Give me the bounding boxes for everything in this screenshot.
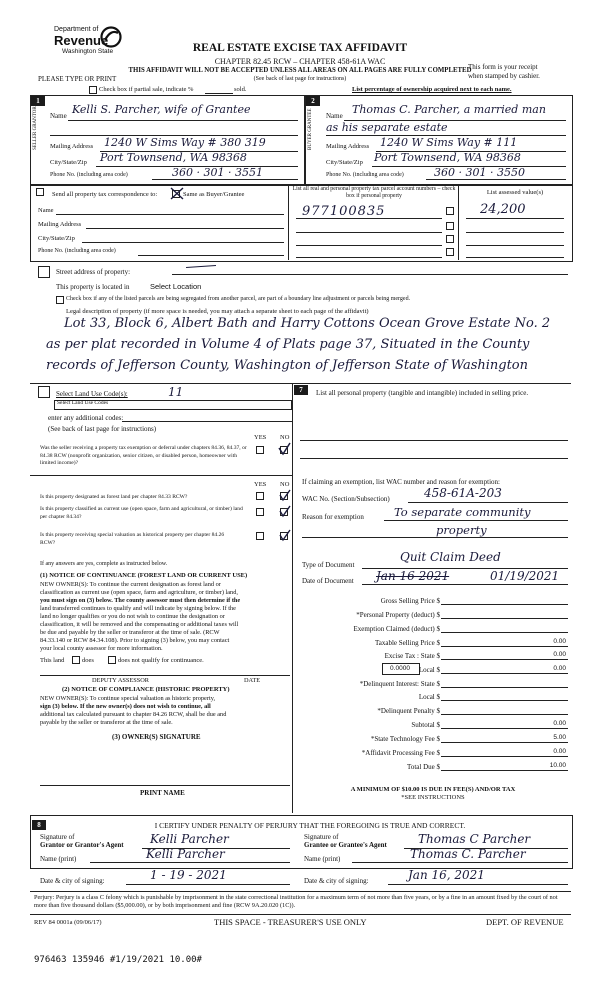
- assessed-header: List assessed value(s): [486, 189, 544, 196]
- reason-label: Reason for exemption: [302, 513, 364, 521]
- grantor-sig-label-2: Grantor or Grantor's Agent: [40, 841, 124, 849]
- form-title: REAL ESTATE EXCISE TAX AFFIDAVIT: [192, 42, 408, 54]
- buyer-mailing-value[interactable]: 1240 W Sims Way # 111: [380, 136, 518, 149]
- total-due-label: Total Due $: [407, 763, 440, 771]
- located-select[interactable]: Select Location: [150, 282, 202, 291]
- corr-mailing-label: Mailing Address: [38, 221, 82, 228]
- additional-codes-label: enter any additional codes:: [48, 414, 124, 422]
- owner-signature-label: (3) OWNER(S) SIGNATURE: [112, 733, 201, 741]
- historic-title: (2) NOTICE OF COMPLIANCE (HISTORIC PROPERTY): [62, 686, 230, 693]
- partial-sale-checkbox[interactable]: [89, 86, 97, 94]
- buyer-name-value-2[interactable]: as his separate estate: [326, 121, 448, 134]
- print-note: PLEASE TYPE OR PRINT: [38, 75, 117, 83]
- use-q1-yes-checkbox[interactable]: [256, 446, 264, 454]
- partial-sale-label: Check box if partial sale, indicate %: [99, 86, 194, 93]
- corr-icon-box: [36, 188, 44, 196]
- certify-text: I CERTIFY UNDER PENALTY OF PERJURY THAT THE FOREGOING IS TRUE AND CORRECT.: [154, 821, 466, 830]
- minimum-due-note: A MINIMUM OF $10.00 IS DUE IN FEE(S) AND/OR TAX: [350, 786, 516, 793]
- buyer-mailing-label: Mailing Address: [326, 143, 370, 150]
- dept-revenue: DEPT. OF REVENUE: [486, 917, 564, 927]
- forest-q2-yes-checkbox[interactable]: [256, 508, 264, 516]
- affidavit-fee-value[interactable]: 0.00: [553, 748, 566, 755]
- use-yes-header: YES: [254, 434, 267, 441]
- treasurer-use: THIS SPACE - TREASURER'S USE ONLY: [214, 917, 367, 927]
- dept-line2: Revenue: [54, 33, 109, 48]
- same-as-buyer-check-mark-icon: [170, 187, 184, 200]
- excise-state-value[interactable]: 0.00: [553, 651, 566, 658]
- forest-q1-no-check-icon: [278, 489, 291, 502]
- buyer-city-value[interactable]: Port Townsend, WA 98368: [374, 151, 521, 164]
- exemption-deduct-label: Exemption Claimed (deduct) $: [353, 625, 440, 633]
- grantor-date-label: Date & city of signing:: [40, 877, 105, 885]
- seller-phone-label: Phone No. (including area code): [50, 172, 128, 178]
- seller-mailing-value[interactable]: 1240 W Sims Way # 380 319: [104, 136, 266, 149]
- forest-q3-yes-checkbox[interactable]: [256, 532, 264, 540]
- total-due-value[interactable]: 10.00: [549, 762, 566, 769]
- delinq-penalty-label: *Delinquent Penalty $: [377, 707, 440, 715]
- this-land-label: This land: [40, 657, 65, 664]
- forest-q1: Is this property designated as forest land per chapter 84.33 RCW?: [40, 494, 188, 500]
- wac-value[interactable]: 458-61A-203: [424, 486, 502, 500]
- deputy-assessor-label: DEPUTY ASSESSOR: [92, 677, 149, 684]
- land-does-label: does: [82, 657, 94, 664]
- grantor-sig-label-1: Signature of: [40, 833, 75, 841]
- use-exemption-question: Was the seller receiving a property tax exemption or deferral under chapters 84.36, 84.37, or 84.38 RCW (nonprofit organization, senior citizen, or disabled person, homeowner with limited income)?: [40, 445, 247, 466]
- forest-q2-no-check-icon: [278, 505, 291, 518]
- grantee-name-print[interactable]: Thomas C. Parcher: [410, 847, 526, 861]
- print-name-label: PRINT NAME: [140, 789, 185, 797]
- forest-yes-header: YES: [254, 481, 267, 488]
- perjury-note: Perjury: Perjury is a class C felony which is punishable by imprisonment in the state correctional institution for a maximum term of not more than five years, or by a fine in an amount fixed by the court of not more than five thousand dollars ($5,000.00), or by both imprisonment and fine (RCW 9A.20.020 (1C)).: [34, 894, 558, 909]
- personal-property-text: List all personal property (tangible and intangible) included in selling price.: [316, 389, 529, 397]
- buyer-city-label: City/State/Zip: [326, 159, 363, 166]
- reason-value-2[interactable]: property: [436, 523, 487, 537]
- parcel-2-personal-checkbox[interactable]: [446, 222, 454, 230]
- grantor-signature[interactable]: Kelli Parcher: [150, 832, 229, 846]
- grantee-date-label: Date & city of signing:: [304, 877, 369, 885]
- wac-label: WAC No. (Section/Subsection): [302, 495, 390, 503]
- grantee-date-value[interactable]: Jan 16, 2021: [408, 868, 485, 882]
- section-3-box: [38, 266, 50, 278]
- section-1-number: 1: [31, 96, 45, 106]
- parcel-number-value[interactable]: 977100835: [302, 204, 386, 219]
- notice-p6: classification, it will be removed and the compensating or additional taxes will: [40, 621, 239, 628]
- form-number: REV 84 0001a (09/06/17): [34, 919, 102, 926]
- gross-selling-label: Gross Selling Price $: [380, 597, 440, 605]
- historic-p4: payable by the seller or transferor at the time of sale.: [40, 719, 173, 726]
- located-label: This property is located in: [56, 283, 130, 291]
- grantor-name-print[interactable]: Kelli Parcher: [146, 847, 225, 861]
- partial-sale-sold: sold.: [234, 86, 247, 93]
- legal-desc-line-2[interactable]: as per plat recorded in Volume 4 of Plats page 37, Situated in the County: [46, 337, 530, 352]
- type-document-value[interactable]: Quit Claim Deed: [400, 550, 501, 564]
- historic-p1: NEW OWNER(S): To continue special valuation as historic property,: [40, 695, 216, 702]
- dept-line3: Washington State: [62, 48, 114, 55]
- parcel-1-personal-checkbox[interactable]: [446, 207, 454, 215]
- tech-fee-label: *State Technology Fee $: [370, 735, 440, 743]
- dor-logo: [52, 26, 132, 70]
- notice-p8: 84.33.140 or RCW 84.34.108). Prior to signing (3) below, you may contact: [40, 637, 230, 644]
- local-tax-value[interactable]: 0.00: [553, 665, 566, 672]
- notice-p2: classification as current use (open space, farm and agriculture, or timber) land,: [40, 589, 238, 596]
- parcel-4-personal-checkbox[interactable]: [446, 248, 454, 256]
- land-use-value[interactable]: 11: [168, 385, 184, 399]
- grantee-name-print-label: Name (print): [304, 855, 341, 863]
- legal-desc-line-3[interactable]: records of Jefferson County, Washington of Jefferson State of Washington: [46, 358, 529, 373]
- segregated-checkbox[interactable]: [56, 296, 64, 304]
- use-codes-see-back: (See back of last page for instructions): [48, 425, 157, 433]
- notice-p5: land no longer qualifies or you do not wish to continue the designation or: [40, 613, 225, 620]
- seller-city-value[interactable]: Port Townsend, WA 98368: [100, 151, 247, 164]
- seller-name-label: Name: [50, 112, 67, 120]
- assessed-value[interactable]: 24,200: [480, 202, 526, 217]
- grantee-sig-label-1: Signature of: [304, 833, 339, 841]
- forest-no-header: NO: [280, 481, 290, 488]
- deputy-date-label: DATE: [244, 677, 261, 684]
- see-back-note: (See back of last page for instructions): [253, 76, 347, 82]
- buyer-name-value[interactable]: Thomas C. Parcher, a married man: [352, 103, 546, 116]
- taxable-price-value[interactable]: 0.00: [553, 638, 566, 645]
- legal-desc-label: Legal description of property (if more space is needed, you may attach a separate sheet to each page of the affidavit): [66, 308, 369, 315]
- land-does-not-checkbox[interactable]: [108, 656, 116, 664]
- buyer-phone-value[interactable]: 360 · 301 · 3550: [434, 166, 525, 179]
- section-7-number: 7: [294, 385, 308, 395]
- seller-side-label: SELLER GRANTOR: [33, 106, 38, 150]
- buyer-side-label: BUYER GRANTEE: [308, 108, 313, 150]
- notice-p7: be due and payable by the seller or transferor at the time of sale. (RCW: [40, 629, 220, 636]
- dept-line1: Department of: [54, 26, 99, 33]
- seller-mailing-label: Mailing Address: [50, 143, 94, 150]
- dor-swoosh-icon: [100, 26, 122, 48]
- street-address-dash: [186, 265, 216, 268]
- delinq-int-label: *Delinquent Interest: State $: [359, 680, 440, 688]
- legal-desc-line-1[interactable]: Lot 33, Block 6, Albert Bath and Harry Cottons Ocean Grove Estate No. 2: [64, 316, 551, 331]
- correspondence-send-label: Send all property tax correspondence to:: [52, 191, 158, 198]
- use-no-header: NO: [280, 434, 290, 441]
- receipt-note-1: This form is your receipt: [468, 63, 538, 71]
- seller-name-value[interactable]: Kelli S. Parcher, wife of Grantee: [72, 103, 251, 116]
- forest-q3: Is this property receiving special valuation as historical property per chapter 84.26 RCW?: [40, 532, 225, 546]
- taxable-price-label: Taxable Selling Price $: [374, 639, 440, 647]
- historic-p2: sign (3) below. If the new owner(s) does not wish to continue, all: [40, 703, 211, 710]
- same-as-buyer-label: Same as Buyer/Grantee: [183, 191, 245, 198]
- use-q1-no-check-icon: [277, 442, 291, 456]
- subtotal-value[interactable]: 0.00: [553, 720, 566, 727]
- street-address-label: Street address of property:: [56, 268, 131, 276]
- affidavit-fee-label: *Affidavit Processing Fee $: [361, 749, 440, 757]
- exemption-label: If claiming an exemption, list WAC number and reason for exemption:: [302, 478, 500, 486]
- reason-value-1[interactable]: To separate community: [394, 505, 531, 519]
- notice-p4: land transferred continues to qualify and will indicate by signing below. If the: [40, 605, 236, 612]
- buyer-name-label: Name: [326, 112, 343, 120]
- historic-p3: additional tax calculated pursuant to chapter 84.26 RCW, shall be due and: [40, 711, 227, 718]
- local-rate-value: 0.0000: [390, 665, 410, 672]
- forest-q2: Is this property classified as current use (open space, farm and agricultural, or timber) land per chapter 84.34?: [40, 506, 243, 520]
- not-accepted-note: THIS AFFIDAVIT WILL NOT BE ACCEPTED UNLESS ALL AREAS ON ALL PAGES ARE FULLY COMPLETED: [128, 67, 472, 74]
- buyer-phone-label: Phone No. (including area code): [326, 172, 404, 178]
- delinq-local-label: Local $: [418, 693, 440, 701]
- grantor-date-value[interactable]: 1 - 19 - 2021: [150, 868, 227, 882]
- section-2-number: 2: [306, 96, 320, 106]
- grantee-signature[interactable]: Thomas C Parcher: [418, 832, 531, 846]
- corr-city-label: City/State/Zip: [38, 235, 75, 242]
- forest-q3-no-check-icon: [278, 529, 291, 542]
- subtotal-label: Subtotal $: [411, 721, 440, 729]
- forest-q1-yes-checkbox[interactable]: [256, 492, 264, 500]
- section-8-number: 8: [32, 820, 46, 830]
- notice-p9: your local county assessor for more information.: [40, 645, 163, 652]
- date-document-label: Date of Document: [302, 577, 354, 585]
- land-use-select-label: Select Land Use Codes: [57, 400, 109, 406]
- excise-state-label: Excise Tax : State $: [384, 652, 440, 660]
- ownership-pct-note: List percentage of ownership acquired next to each name.: [352, 86, 512, 93]
- land-does-checkbox[interactable]: [72, 656, 80, 664]
- cashier-stamp: 976463 135946 #1/19/2021 10.00#: [34, 955, 202, 965]
- tech-fee-value[interactable]: 5.00: [553, 734, 566, 741]
- notice-continuance-title: (1) NOTICE OF CONTINUANCE (FOREST LAND OR CURRENT USE): [40, 572, 248, 579]
- seller-city-label: City/State/Zip: [50, 159, 87, 166]
- grantor-name-print-label: Name (print): [40, 855, 77, 863]
- segregated-label: Check box if any of the listed parcels are being segregated from another parcel, are part of a boundary line adjustment or parcels being merged.: [66, 296, 411, 302]
- corr-phone-label: Phone No. (including area code): [38, 248, 116, 254]
- land-does-not-label: does not qualify for continuance.: [118, 657, 204, 664]
- if-yes-note: If any answers are yes, complete as instructed below.: [40, 561, 168, 567]
- date-document-value[interactable]: 01/19/2021: [490, 569, 560, 583]
- type-document-label: Type of Document: [302, 561, 355, 569]
- seller-phone-value[interactable]: 360 · 301 · 3551: [172, 166, 263, 179]
- land-use-label: Select Land Use Code(s):: [56, 390, 128, 398]
- parcel-header: List all real and personal property tax parcel account numbers – check box if personal property: [292, 186, 456, 199]
- parcel-3-personal-checkbox[interactable]: [446, 235, 454, 243]
- date-document-struck[interactable]: Jan 16 2021: [376, 569, 450, 583]
- receipt-note-2: when stamped by cashier.: [468, 72, 540, 80]
- local-tax-label: Local $: [418, 666, 440, 674]
- section-5-box: [38, 386, 50, 398]
- personal-deduct-label: *Personal Property (deduct) $: [356, 611, 440, 619]
- notice-p1: NEW OWNER(S): To continue the current designation as forest land or: [40, 581, 221, 588]
- see-instructions-note: *SEE INSTRUCTIONS: [401, 794, 465, 801]
- form-chapter: CHAPTER 82.45 RCW – CHAPTER 458-61A WAC: [214, 57, 386, 66]
- grantee-sig-label-2: Grantee or Grantee's Agent: [304, 841, 387, 849]
- notice-p3: you must sign on (3) below. The county assessor must then determine if the: [40, 597, 241, 604]
- corr-name-label: Name: [38, 207, 54, 214]
